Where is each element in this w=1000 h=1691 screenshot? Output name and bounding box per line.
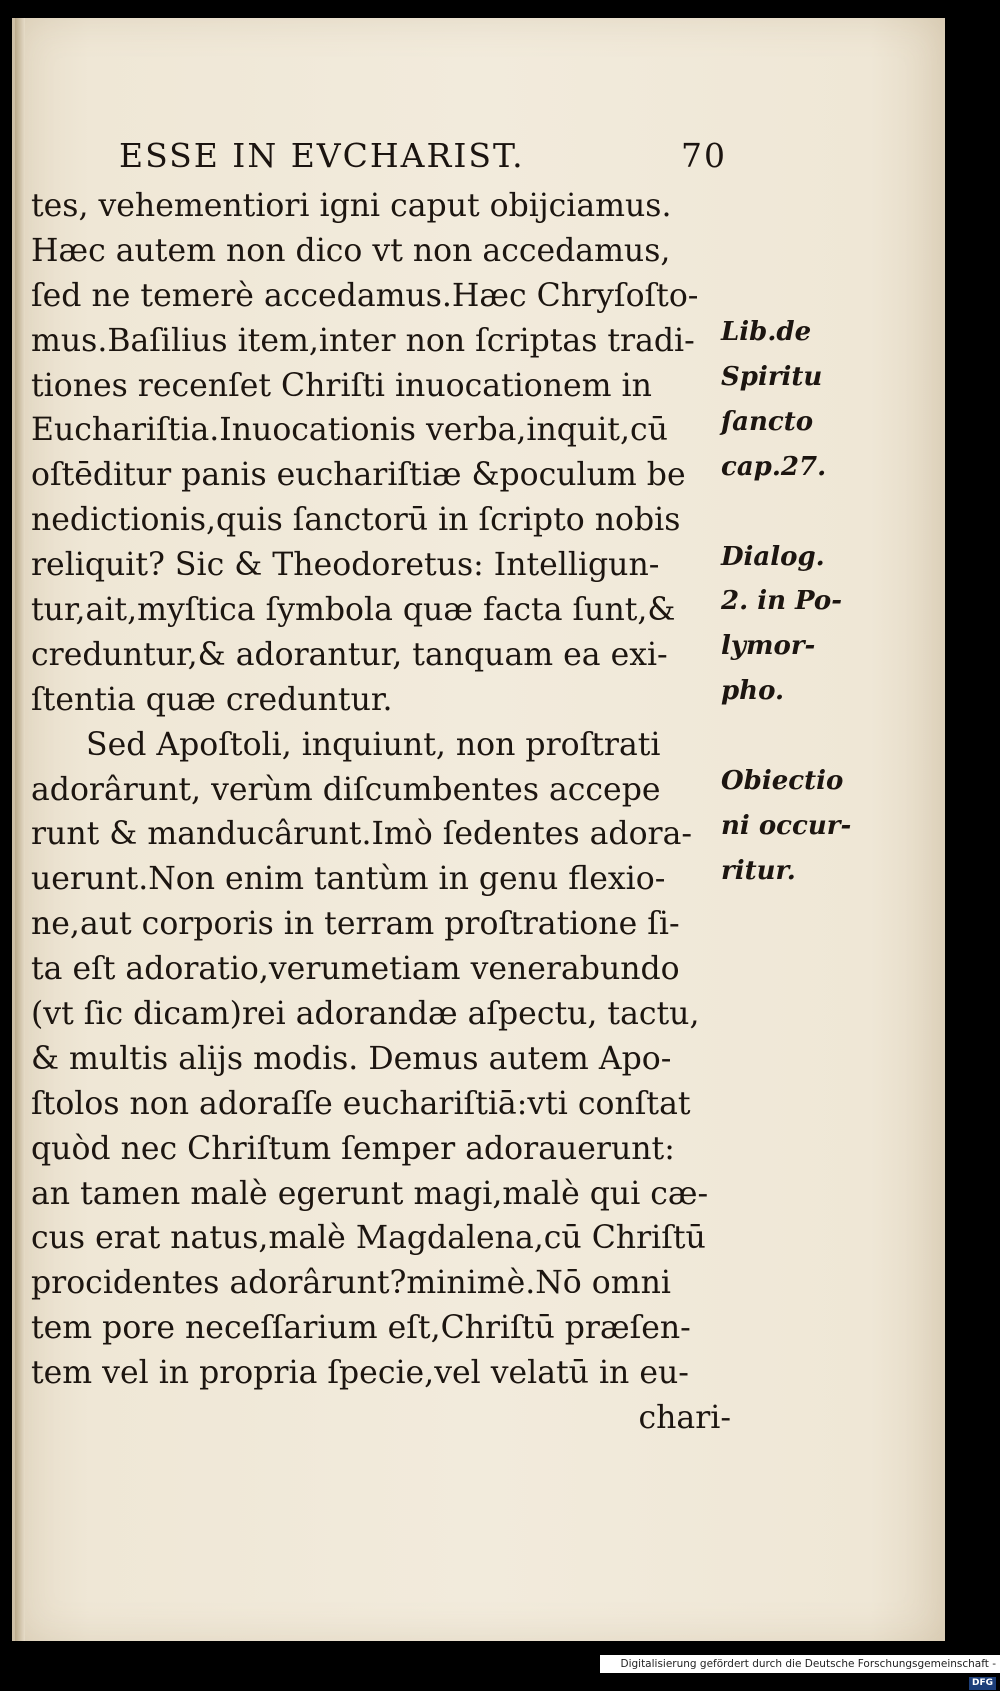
text-line: tem pore neceſſarium eſt,Chriſtū præſen- <box>31 1310 691 1347</box>
margin-note-line: Dialog. <box>721 541 825 572</box>
text-line: reliquit? Sic & Theodoretus: Intelligun- <box>31 547 660 584</box>
page-gutter <box>15 18 25 1641</box>
text-line: chari- <box>638 1400 731 1437</box>
text-line: tiones recenſet Chriſti inuocationem in <box>31 367 652 404</box>
margin-note-line: Lib.de <box>721 317 812 347</box>
text-line: & multis alijs modis. Demus autem Apo- <box>31 1040 672 1077</box>
body-text <box>31 184 731 1441</box>
running-head-title: ESSE IN EVCHARIST. <box>119 136 525 175</box>
margin-note-line: cap.27. <box>721 451 827 482</box>
digitization-footer <box>600 1655 1000 1688</box>
running-head <box>107 136 727 186</box>
text-line: procidentes adorârunt?minimè.Nō omni <box>31 1265 671 1302</box>
text-line: cus erat natus,malè Magdalena,cū Chriſtū <box>31 1220 706 1257</box>
text-line: ſed ne temerè accedamus.Hæc Chryſoſto- <box>31 277 699 314</box>
margin-note-line: pho. <box>721 676 785 707</box>
dfg-logo: DFG <box>969 1677 996 1690</box>
text-line: tur,ait,myſtica ſymbola quæ facta ſunt,& <box>31 592 676 629</box>
text-line: ne,aut corporis in terram proſtratione ſi- <box>31 906 680 943</box>
margin-note <box>721 310 826 490</box>
margin-note-line: ritur. <box>721 855 796 886</box>
margin-note <box>721 759 851 894</box>
text-line: nedictionis,quis ſanctorū in ſcripto nobis <box>31 502 681 539</box>
footer-text: Digitalisierung gefördert durch die Deutsche Forschungsgemeinschaft - <box>620 1658 996 1670</box>
text-line: tes, vehementiori igni caput obijciamus. <box>31 188 672 224</box>
text-line: Sed Apoſtoli, inquiunt, non proſtrati <box>86 726 661 763</box>
margin-note-line: ni occur- <box>721 810 852 841</box>
text-line: runt & manducârunt.Imò ſedentes adora- <box>31 816 693 853</box>
text-line: ſtentia quæ creduntur. <box>31 681 393 718</box>
text-line: Hæc autem non dico vt non accedamus, <box>31 232 671 269</box>
text-line: tem vel in propria ſpecie,vel velatū in eu- <box>31 1355 689 1392</box>
book-page <box>12 18 945 1641</box>
margin-note-line: Spiritu <box>721 361 823 392</box>
margin-note <box>721 535 842 715</box>
text-line: creduntur,& adorantur, tanquam ea exi- <box>31 636 668 673</box>
text-line: uerunt.Non enim tantùm in genu flexio- <box>31 861 666 898</box>
text-line: an tamen malè egerunt magi,malè qui cæ- <box>31 1175 709 1212</box>
page-number: 70 <box>681 136 727 175</box>
text-line: mus.Baſilius item,inter non ſcriptas tradi- <box>31 322 695 359</box>
text-line: quòd nec Chriſtum ſemper adorauerunt: <box>31 1130 675 1167</box>
text-line: Euchariſtia.Inuocationis verba,inquit,cū <box>31 412 668 449</box>
text-line: (vt ſic dicam)rei adorandæ aſpectu, tactu, <box>31 996 700 1033</box>
text-line: oſtēditur panis euchariſtiæ &poculum be <box>31 457 686 494</box>
text-line: adorârunt, verùm diſcumbentes accepe <box>31 771 661 808</box>
margin-note-line: lymor- <box>721 631 816 662</box>
text-line: ta eſt adoratio,verumetiam venerabundo <box>31 951 680 988</box>
margin-note-line: ſancto <box>721 406 814 437</box>
text-line: ſtolos non adoraſſe euchariſtiā:vti conſtat <box>31 1085 691 1122</box>
margin-note-line: Obiectio <box>721 766 844 796</box>
margin-note-line: 2. in Po- <box>721 586 843 617</box>
